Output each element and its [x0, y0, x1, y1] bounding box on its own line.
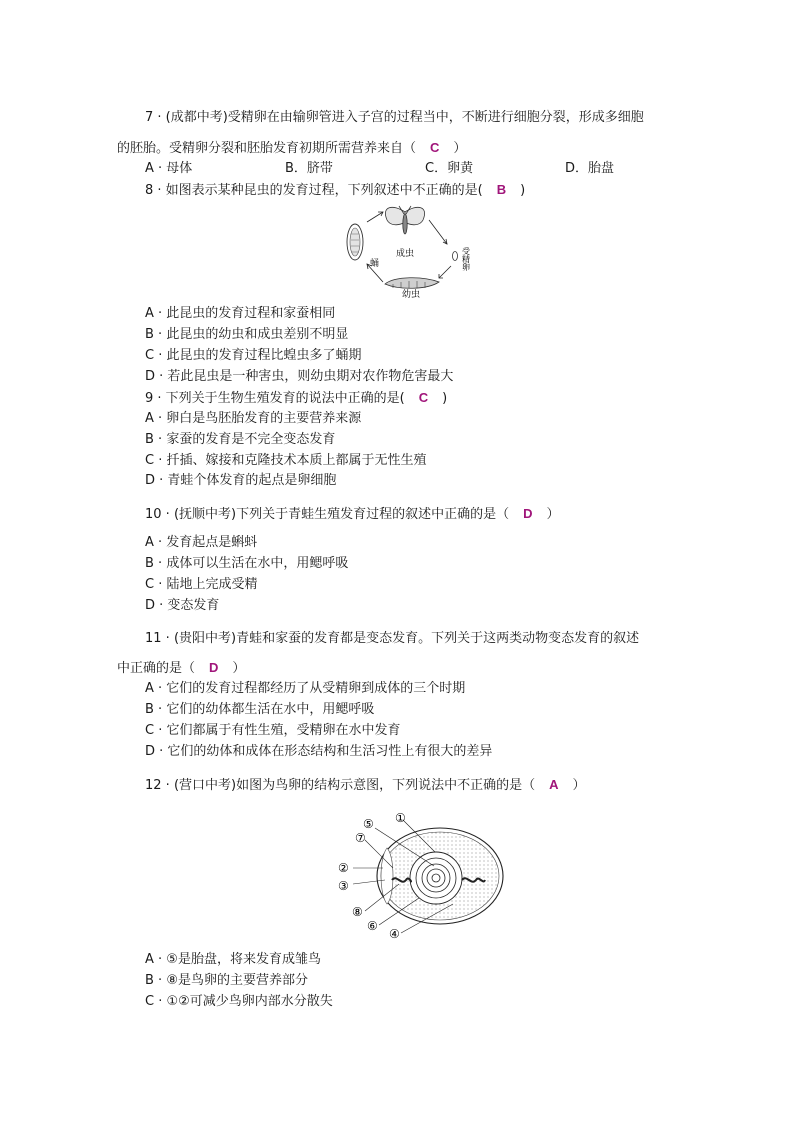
- q7-stem-close: ）: [453, 141, 467, 156]
- q11-answer: D: [209, 660, 219, 675]
- egg-yolk: [410, 852, 462, 904]
- q12-option-a: A · ⑤是胎盘，将来发育成雏鸟: [145, 952, 321, 967]
- q12-option-b: B · ⑧是鸟卵的主要营养部分: [145, 973, 308, 988]
- q7-stem-text: 的胚胎。受精卵分裂和胚胎发育初期所需营养来自（: [117, 141, 417, 156]
- q12-stem-close: ）: [572, 778, 586, 793]
- q11-option-b: B · 它们的幼体都生活在水中，用鳃呼吸: [145, 702, 375, 717]
- q12-answer: A: [549, 777, 559, 792]
- q9-option-b: B · 家蚕的发育是不完全变态发育: [145, 432, 336, 447]
- q10-option-c: C · 陆地上完成受精: [145, 577, 258, 592]
- q9-stem-close: ): [442, 391, 448, 406]
- label-6: ⑥: [367, 919, 378, 933]
- q9-stem-text: 9 · 下列关于生物生殖发育的说法中正确的是(: [145, 391, 405, 406]
- q11-option-d: D · 它们的幼体和成体在形态结构和生活习性上有很大的差异: [145, 744, 493, 759]
- q12-option-c: C · ①②可减少鸟卵内部水分散失: [145, 994, 333, 1009]
- q11-stem-line1: 11 · (贵阳中考)青蛙和家蚕的发育都是变态发育。下列关于这两类动物变态发育的叙述: [145, 631, 640, 646]
- label-adult: 成虫: [396, 249, 415, 259]
- q7-answer: C: [430, 140, 440, 155]
- label-7: ⑦: [355, 831, 366, 845]
- q10-answer: D: [523, 506, 533, 521]
- q12-stem-text: 12 · (营口中考)如图为鸟卵的结构示意图，下列说法中不正确的是（: [145, 778, 536, 793]
- label-fertilized-egg: 受精卵: [461, 247, 471, 271]
- q11-stem-close: ）: [232, 661, 246, 676]
- q9-option-c: C · 扦插、嫁接和克隆技术本质上都属于无性生殖: [145, 453, 427, 468]
- q11-option-a: A · 它们的发育过程都经历了从受精卵到成体的三个时期: [145, 681, 466, 696]
- larva-drawing: [385, 278, 439, 289]
- q8-stem-text: 8 · 如图表示某种昆虫的发育过程，下列叙述中不正确的是(: [145, 183, 483, 198]
- label-2: ②: [338, 861, 349, 875]
- q11-stem-text: 中正确的是（: [117, 661, 196, 676]
- q8-stem: [145, 181, 525, 200]
- q10-option-d: D · 变态发育: [145, 598, 220, 613]
- q10-stem: [145, 505, 560, 524]
- label-3: ③: [338, 879, 349, 893]
- q9-option-a: A · 卵白是鸟胚胎发育的主要营养来源: [145, 411, 362, 426]
- label-8: ⑧: [352, 905, 363, 919]
- label-5: ⑤: [363, 817, 374, 831]
- q10-stem-close: ）: [546, 507, 560, 522]
- q7-option-a: A · 母体: [145, 161, 193, 176]
- q8-option-d: D · 若此昆虫是一种害虫，则幼虫期对农作物危害最大: [145, 369, 454, 384]
- label-pupa: 蛹: [368, 258, 378, 267]
- q8-option-c: C · 此昆虫的发育过程比蝗虫多了蛹期: [145, 348, 362, 363]
- label-1: ①: [395, 811, 406, 825]
- q9-stem: [145, 389, 447, 408]
- q12-stem: [145, 776, 586, 795]
- q10-option-b: B · 成体可以生活在水中，用鳃呼吸: [145, 556, 349, 571]
- q9-option-d: D · 青蛙个体发育的起点是卵细胞: [145, 473, 337, 488]
- q11-stem-line2: [117, 659, 245, 678]
- air-cell: [381, 848, 393, 904]
- q7-option-c: C．卵黄: [425, 161, 474, 176]
- q11-option-c: C · 它们都属于有性生殖，受精卵在水中发育: [145, 723, 401, 738]
- q7-option-b: B．脐带: [285, 161, 333, 176]
- q8-option-b: B · 此昆虫的幼虫和成虫差别不明显: [145, 327, 349, 342]
- q10-option-a: A · 发育起点是蝌蚪: [145, 535, 258, 550]
- pupa-drawing: [347, 224, 363, 260]
- label-4: ④: [389, 927, 400, 941]
- q8-stem-close: ): [520, 183, 526, 198]
- q9-answer: C: [418, 390, 429, 405]
- label-larva: 幼虫: [402, 290, 421, 300]
- q7-stem-line2: [117, 139, 466, 158]
- egg-drawing: [453, 252, 458, 261]
- q7-option-d: D．胎盘: [565, 161, 615, 176]
- q8-answer: B: [496, 182, 507, 197]
- q7-options: [145, 160, 614, 178]
- adult-moth-drawing: [385, 206, 424, 234]
- bird-egg-structure-figure: [335, 808, 515, 944]
- q8-option-a: A · 此昆虫的发育过程和家蚕相同: [145, 306, 336, 321]
- q7-stem-line1: 7 · (成都中考)受精卵在由输卵管进入子宫的过程当中，不断进行细胞分裂，形成多细胞: [145, 110, 644, 125]
- q10-stem-text: 10 · (抚顺中考)下列关于青蛙生殖发育过程的叙述中正确的是（: [145, 507, 510, 522]
- insect-lifecycle-figure: [335, 200, 475, 300]
